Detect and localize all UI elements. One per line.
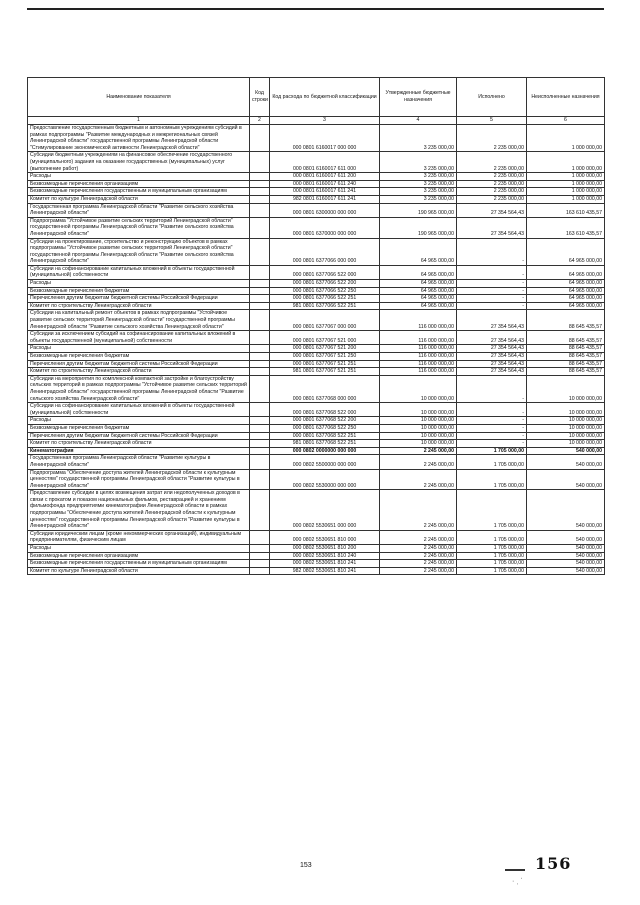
column-index-row — [28, 117, 605, 125]
row-name: Безвозмездные перечисления бюджетам — [28, 353, 250, 361]
row-line-code — [250, 217, 270, 238]
row-executed: - — [457, 440, 527, 448]
row-executed: 1 705 000,00 — [457, 447, 527, 455]
row-line-code — [250, 310, 270, 331]
row-approved: 3 235 000,00 — [380, 173, 457, 181]
row-unexecuted: 163 610 435,57 — [527, 203, 605, 217]
row-approved: 64 965 000,00 — [380, 287, 457, 295]
row-unexecuted: 64 965 000,00 — [527, 238, 605, 265]
row-executed: 27 354 564,43 — [457, 217, 527, 238]
table-row — [28, 567, 605, 575]
row-executed: - — [457, 417, 527, 425]
row-line-code — [250, 375, 270, 402]
row-name: Предоставление субсидии в целях возмещения затрат или недополученных доходов в связи с прокатом и показом национальных фильмов, реставрацией и хранением фильмофонда предприятиями кинематографии Ленинградской области в рамках подпрограммы "Обеспечение доступа жителей Ленинградской области к культурным ценностям" государственной программы Ленинградской области "Развитие культуры в Ленинградской области" — [28, 490, 250, 531]
table-row — [28, 310, 605, 331]
row-name: Расходы — [28, 280, 250, 288]
row-executed: 27 354 564,43 — [457, 345, 527, 353]
table-row — [28, 424, 605, 432]
row-executed: - — [457, 265, 527, 279]
row-line-code — [250, 125, 270, 152]
row-approved: 10 000 000,00 — [380, 375, 457, 402]
row-executed: - — [457, 238, 527, 265]
row-line-code — [250, 203, 270, 217]
row-unexecuted: 1 000 000,00 — [527, 195, 605, 203]
row-budget-code: 000 0801 6377068 522 200 — [270, 417, 380, 425]
header-name: Наименование показателя — [28, 78, 250, 117]
row-approved: 2 245 000,00 — [380, 447, 457, 455]
row-approved: 116 000 000,00 — [380, 331, 457, 345]
row-budget-code: 000 0801 6377066 522 200 — [270, 280, 380, 288]
budget-execution-table — [27, 77, 605, 575]
row-executed: - — [457, 287, 527, 295]
row-approved: 2 245 000,00 — [380, 545, 457, 553]
page-number: 153 — [300, 862, 312, 869]
row-name: Перечисления другим бюджетам бюджетной системы Российской Федерации — [28, 432, 250, 440]
row-approved: 3 235 000,00 — [380, 195, 457, 203]
row-budget-code: 000 0801 6160017 611 241 — [270, 188, 380, 196]
row-name: Государственная программа Ленинградской области "Развитие культуры в Ленинградской области" — [28, 455, 250, 469]
row-line-code — [250, 455, 270, 469]
row-budget-code: 000 0801 6377066 000 000 — [270, 238, 380, 265]
table-row — [28, 440, 605, 448]
row-budget-code: 000 0802 5530651 810 200 — [270, 545, 380, 553]
row-unexecuted: 540 000,00 — [527, 567, 605, 575]
row-executed: 2 235 000,00 — [457, 195, 527, 203]
row-budget-code: 981 0801 6377068 522 251 — [270, 440, 380, 448]
row-unexecuted: 88 645 435,57 — [527, 310, 605, 331]
row-budget-code: 000 0801 6377068 522 000 — [270, 403, 380, 417]
row-executed: 27 354 564,43 — [457, 368, 527, 376]
row-name: Безвозмездные перечисления организациям — [28, 552, 250, 560]
row-unexecuted: 540 000,00 — [527, 560, 605, 568]
row-executed: - — [457, 403, 527, 417]
table-row — [28, 552, 605, 560]
table-row — [28, 302, 605, 310]
table-row — [28, 455, 605, 469]
row-approved: 116 000 000,00 — [380, 345, 457, 353]
row-budget-code: 000 0801 6377067 521 000 — [270, 331, 380, 345]
row-approved: 3 235 000,00 — [380, 188, 457, 196]
table-row — [28, 545, 605, 553]
row-unexecuted: 88 645 435,57 — [527, 331, 605, 345]
row-approved: 116 000 000,00 — [380, 368, 457, 376]
row-unexecuted: 540 000,00 — [527, 455, 605, 469]
row-executed: 1 705 000,00 — [457, 455, 527, 469]
table-row — [28, 447, 605, 455]
row-approved: 2 245 000,00 — [380, 567, 457, 575]
row-line-code — [250, 552, 270, 560]
row-unexecuted: 88 645 435,57 — [527, 345, 605, 353]
table-row — [28, 345, 605, 353]
row-approved: 10 000 000,00 — [380, 403, 457, 417]
row-name: Комитет по строительству Ленинградской области — [28, 368, 250, 376]
row-budget-code: 982 0802 5530651 810 241 — [270, 567, 380, 575]
row-name: Субсидии на капитальный ремонт объектов в рамках подпрограммы "Устойчивое развитие сельских территорий Ленинградской области" государственной программы Ленинградской области "Развитие сельского хозяйства Ленинградской области" — [28, 310, 250, 331]
col-index: 2 — [250, 117, 270, 125]
col-index: 1 — [28, 117, 250, 125]
dash-mark — [505, 869, 525, 871]
row-name: Безвозмездные перечисления государственным и муниципальным организациям — [28, 560, 250, 568]
row-executed: 1 705 000,00 — [457, 552, 527, 560]
row-unexecuted: 1 000 000,00 — [527, 180, 605, 188]
table-row — [28, 403, 605, 417]
row-name: Безвозмездные перечисления бюджетам — [28, 424, 250, 432]
row-name: Безвозмездные перечисления государственным и муниципальным организациям — [28, 188, 250, 196]
row-line-code — [250, 368, 270, 376]
row-name: Расходы — [28, 345, 250, 353]
top-border-line — [27, 8, 604, 10]
row-name: Субсидии на мероприятия по комплексной компактной застройке и благоустройству сельских территорий в рамках подпрограммы "Устойчивое развитие сельских территорий Ленинградской области" государственной программы Ленинградской области "Развитие сельского хозяйства Ленинградской области" — [28, 375, 250, 402]
row-name: Кинематография — [28, 447, 250, 455]
header-unexecuted: Неисполненные назначения — [527, 78, 605, 117]
row-approved: 3 235 000,00 — [380, 152, 457, 173]
row-approved: 2 245 000,00 — [380, 552, 457, 560]
row-line-code — [250, 545, 270, 553]
row-unexecuted: 540 000,00 — [527, 530, 605, 544]
row-unexecuted: 64 965 000,00 — [527, 287, 605, 295]
row-approved: 10 000 000,00 — [380, 417, 457, 425]
row-budget-code: 000 0801 6160017 000 000 — [270, 125, 380, 152]
row-budget-code: 000 0801 6300000 000 000 — [270, 203, 380, 217]
row-unexecuted: 10 000 000,00 — [527, 403, 605, 417]
row-approved: 190 965 000,00 — [380, 203, 457, 217]
row-name: Предоставление государственным бюджетным и автономным учреждениям субсидий в рамках подпрограммы "Развитие международных и межрегиональных связей Ленинградской области" государственной программы Ленинградской области "Стимулирование экономической активности Ленинградской области" — [28, 125, 250, 152]
row-executed: 27 354 564,43 — [457, 353, 527, 361]
row-budget-code: 982 0801 6160017 611 241 — [270, 195, 380, 203]
row-line-code — [250, 331, 270, 345]
row-approved: 116 000 000,00 — [380, 353, 457, 361]
table-row — [28, 432, 605, 440]
row-budget-code: 000 0802 5530651 810 240 — [270, 552, 380, 560]
row-executed: - — [457, 432, 527, 440]
row-unexecuted: 1 000 000,00 — [527, 173, 605, 181]
row-approved: 3 235 000,00 — [380, 125, 457, 152]
row-unexecuted: 1 000 000,00 — [527, 125, 605, 152]
table-row — [28, 195, 605, 203]
row-name: Перечисления другим бюджетам бюджетной системы Российской Федерации — [28, 360, 250, 368]
row-name: Субсидии бюджетным учреждениям на финансовое обеспечение государственного (муниципального) задания на оказание государственных (муниципальных) услуг (выполнение работ) — [28, 152, 250, 173]
row-approved: 64 965 000,00 — [380, 302, 457, 310]
row-approved: 10 000 000,00 — [380, 440, 457, 448]
table-row — [28, 188, 605, 196]
row-line-code — [250, 417, 270, 425]
row-executed: 27 354 564,43 — [457, 360, 527, 368]
table-row — [28, 295, 605, 303]
row-budget-code: 000 0802 0000000 000 000 — [270, 447, 380, 455]
table-row — [28, 353, 605, 361]
row-unexecuted: 10 000 000,00 — [527, 440, 605, 448]
table-row — [28, 375, 605, 402]
row-line-code — [250, 302, 270, 310]
row-budget-code: 000 0802 5530651 810 000 — [270, 530, 380, 544]
table-row — [28, 469, 605, 490]
row-executed: 2 235 000,00 — [457, 125, 527, 152]
row-line-code — [250, 353, 270, 361]
row-executed: 1 705 000,00 — [457, 469, 527, 490]
row-approved: 64 965 000,00 — [380, 265, 457, 279]
row-unexecuted: 10 000 000,00 — [527, 424, 605, 432]
row-approved: 64 965 000,00 — [380, 295, 457, 303]
row-name: Государственная программа Ленинградской области "Развитие сельского хозяйства Ленинградской области" — [28, 203, 250, 217]
row-line-code — [250, 424, 270, 432]
table-row — [28, 417, 605, 425]
row-unexecuted: 64 965 000,00 — [527, 280, 605, 288]
row-unexecuted: 88 645 435,57 — [527, 368, 605, 376]
row-budget-code: 000 0801 6377068 522 250 — [270, 424, 380, 432]
row-unexecuted: 540 000,00 — [527, 490, 605, 531]
row-name: Субсидии на проектирование, строительство и реконструкцию объектов в рамках подпрограммы "Устойчивое развитие сельских территорий Ленинградской области" государственной программы Ленинградской области "Развитие сельского хозяйства Ленинградской области" — [28, 238, 250, 265]
row-executed: - — [457, 302, 527, 310]
table-row — [28, 238, 605, 265]
row-line-code — [250, 440, 270, 448]
row-budget-code: 000 0801 6377067 521 200 — [270, 345, 380, 353]
table-row — [28, 173, 605, 181]
row-budget-code: 981 0801 6377067 521 251 — [270, 368, 380, 376]
table-row — [28, 530, 605, 544]
row-approved: 116 000 000,00 — [380, 360, 457, 368]
row-budget-code: 000 0801 6377067 000 000 — [270, 310, 380, 331]
row-name: Подпрограмма "Устойчивое развитие сельских территорий Ленинградской области" государственной программы Ленинградской области "Развитие сельского хозяйства Ленинградской области" — [28, 217, 250, 238]
row-unexecuted: 540 000,00 — [527, 447, 605, 455]
row-budget-code: 000 0802 5500000 000 000 — [270, 455, 380, 469]
table-row — [28, 331, 605, 345]
table-row — [28, 368, 605, 376]
row-name: Комитет по строительству Ленинградской области — [28, 302, 250, 310]
row-executed: 1 705 000,00 — [457, 560, 527, 568]
row-approved: 2 245 000,00 — [380, 455, 457, 469]
row-budget-code: 981 0801 6377066 522 251 — [270, 302, 380, 310]
row-executed: - — [457, 280, 527, 288]
row-line-code — [250, 152, 270, 173]
row-executed: 2 235 000,00 — [457, 188, 527, 196]
row-unexecuted: 64 965 000,00 — [527, 302, 605, 310]
row-executed: 2 235 000,00 — [457, 180, 527, 188]
row-approved: 64 965 000,00 — [380, 280, 457, 288]
row-line-code — [250, 295, 270, 303]
row-approved: 10 000 000,00 — [380, 432, 457, 440]
row-budget-code: 000 0802 5530000 000 000 — [270, 469, 380, 490]
header-executed: Исполнено — [457, 78, 527, 117]
row-line-code — [250, 280, 270, 288]
handwritten-page-stamp: 156 — [535, 854, 572, 873]
row-budget-code: 000 0801 6377066 522 000 — [270, 265, 380, 279]
row-unexecuted: 88 645 435,57 — [527, 360, 605, 368]
table-row — [28, 490, 605, 531]
row-budget-code: 000 0801 6377066 522 251 — [270, 295, 380, 303]
row-name: Комитет по строительству Ленинградской области — [28, 440, 250, 448]
row-line-code — [250, 447, 270, 455]
row-executed: - — [457, 424, 527, 432]
row-approved: 10 000 000,00 — [380, 424, 457, 432]
row-executed: 27 354 564,43 — [457, 310, 527, 331]
row-approved: 2 245 000,00 — [380, 560, 457, 568]
row-unexecuted: 540 000,00 — [527, 545, 605, 553]
header-budget-code: Код расхода по бюджетной классификации — [270, 78, 380, 117]
row-budget-code: 000 0801 6377067 521 250 — [270, 353, 380, 361]
row-unexecuted: 10 000 000,00 — [527, 417, 605, 425]
row-executed: 2 235 000,00 — [457, 152, 527, 173]
row-budget-code: 000 0801 6370000 000 000 — [270, 217, 380, 238]
scan-marks: · ˌ ˈ — [512, 878, 523, 885]
row-unexecuted: 163 610 435,57 — [527, 217, 605, 238]
row-name: Комитет по культуре Ленинградской области — [28, 195, 250, 203]
row-line-code — [250, 345, 270, 353]
col-index: 4 — [380, 117, 457, 125]
row-executed: 1 705 000,00 — [457, 490, 527, 531]
row-executed: 1 705 000,00 — [457, 545, 527, 553]
row-name: Субсидии на софинансирование капитальных вложений в объекты государственной (муниципальной) собственности — [28, 403, 250, 417]
header-line-code: Код строки — [250, 78, 270, 117]
row-executed: 27 354 564,43 — [457, 203, 527, 217]
table-row — [28, 125, 605, 152]
row-line-code — [250, 265, 270, 279]
row-line-code — [250, 173, 270, 181]
table-row — [28, 180, 605, 188]
row-line-code — [250, 432, 270, 440]
row-unexecuted: 1 000 000,00 — [527, 152, 605, 173]
row-unexecuted: 64 965 000,00 — [527, 265, 605, 279]
row-name: Подпрограмма "Обеспечение доступа жителей Ленинградской области к культурным ценностям" государственной программы Ленинградской области "Развитие культуры в Ленинградской области" — [28, 469, 250, 490]
row-approved: 190 965 000,00 — [380, 217, 457, 238]
row-budget-code: 000 0801 6377067 521 251 — [270, 360, 380, 368]
row-executed: - — [457, 375, 527, 402]
row-unexecuted: 540 000,00 — [527, 552, 605, 560]
row-unexecuted: 1 000 000,00 — [527, 188, 605, 196]
row-line-code — [250, 530, 270, 544]
row-executed: - — [457, 295, 527, 303]
col-index: 6 — [527, 117, 605, 125]
row-name: Безвозмездные перечисления организациям — [28, 180, 250, 188]
col-index: 3 — [270, 117, 380, 125]
header-approved: Утвержденные бюджетные назначения — [380, 78, 457, 117]
row-name: Расходы — [28, 417, 250, 425]
row-executed: 1 705 000,00 — [457, 530, 527, 544]
row-budget-code: 000 0801 6160017 611 200 — [270, 173, 380, 181]
row-approved: 64 965 000,00 — [380, 238, 457, 265]
row-budget-code: 000 0802 5530651 810 241 — [270, 560, 380, 568]
row-approved: 3 235 000,00 — [380, 180, 457, 188]
row-approved: 2 245 000,00 — [380, 530, 457, 544]
table-row — [28, 217, 605, 238]
row-unexecuted: 10 000 000,00 — [527, 432, 605, 440]
row-budget-code: 000 0801 6160017 611 240 — [270, 180, 380, 188]
col-index: 5 — [457, 117, 527, 125]
row-executed: 27 354 564,43 — [457, 331, 527, 345]
table-row — [28, 287, 605, 295]
row-name: Перечисления другим бюджетам бюджетной системы Российской Федерации — [28, 295, 250, 303]
row-budget-code: 000 0801 6377066 522 250 — [270, 287, 380, 295]
row-name: Субсидии на софинансирование капитальных вложений в объекты государственной (муниципальной) собственности — [28, 265, 250, 279]
row-line-code — [250, 360, 270, 368]
row-line-code — [250, 403, 270, 417]
table-row — [28, 152, 605, 173]
row-executed: 1 705 000,00 — [457, 567, 527, 575]
row-name: Субсидии за исключением субсидий на софинансирование капитальных вложений в объекты государственной (муниципальной) собственности — [28, 331, 250, 345]
row-executed: 2 235 000,00 — [457, 173, 527, 181]
row-budget-code: 000 0801 6377068 522 251 — [270, 432, 380, 440]
row-line-code — [250, 560, 270, 568]
table-row — [28, 203, 605, 217]
row-budget-code: 000 0801 6377068 000 000 — [270, 375, 380, 402]
row-unexecuted: 10 000 000,00 — [527, 375, 605, 402]
row-name: Субсидии юридическим лицам (кроме некоммерческих организаций), индивидуальным предпринимателям, физическим лицам — [28, 530, 250, 544]
row-name: Расходы — [28, 545, 250, 553]
row-name: Комитет по культуре Ленинградской области — [28, 567, 250, 575]
row-budget-code: 000 0802 5530651 000 000 — [270, 490, 380, 531]
table-row — [28, 560, 605, 568]
row-approved: 2 245 000,00 — [380, 469, 457, 490]
row-line-code — [250, 490, 270, 531]
table-row — [28, 280, 605, 288]
header-row — [28, 78, 605, 117]
table-row — [28, 360, 605, 368]
table-row — [28, 265, 605, 279]
row-line-code — [250, 469, 270, 490]
row-line-code — [250, 195, 270, 203]
row-approved: 2 245 000,00 — [380, 490, 457, 531]
row-budget-code: 000 0801 6160017 611 000 — [270, 152, 380, 173]
table-body — [28, 125, 605, 575]
row-name: Безвозмездные перечисления бюджетам — [28, 287, 250, 295]
row-name: Расходы — [28, 173, 250, 181]
row-unexecuted: 64 965 000,00 — [527, 295, 605, 303]
row-line-code — [250, 238, 270, 265]
row-unexecuted: 88 645 435,57 — [527, 353, 605, 361]
row-line-code — [250, 287, 270, 295]
row-line-code — [250, 188, 270, 196]
row-line-code — [250, 180, 270, 188]
row-line-code — [250, 567, 270, 575]
row-unexecuted: 540 000,00 — [527, 469, 605, 490]
row-approved: 116 000 000,00 — [380, 310, 457, 331]
